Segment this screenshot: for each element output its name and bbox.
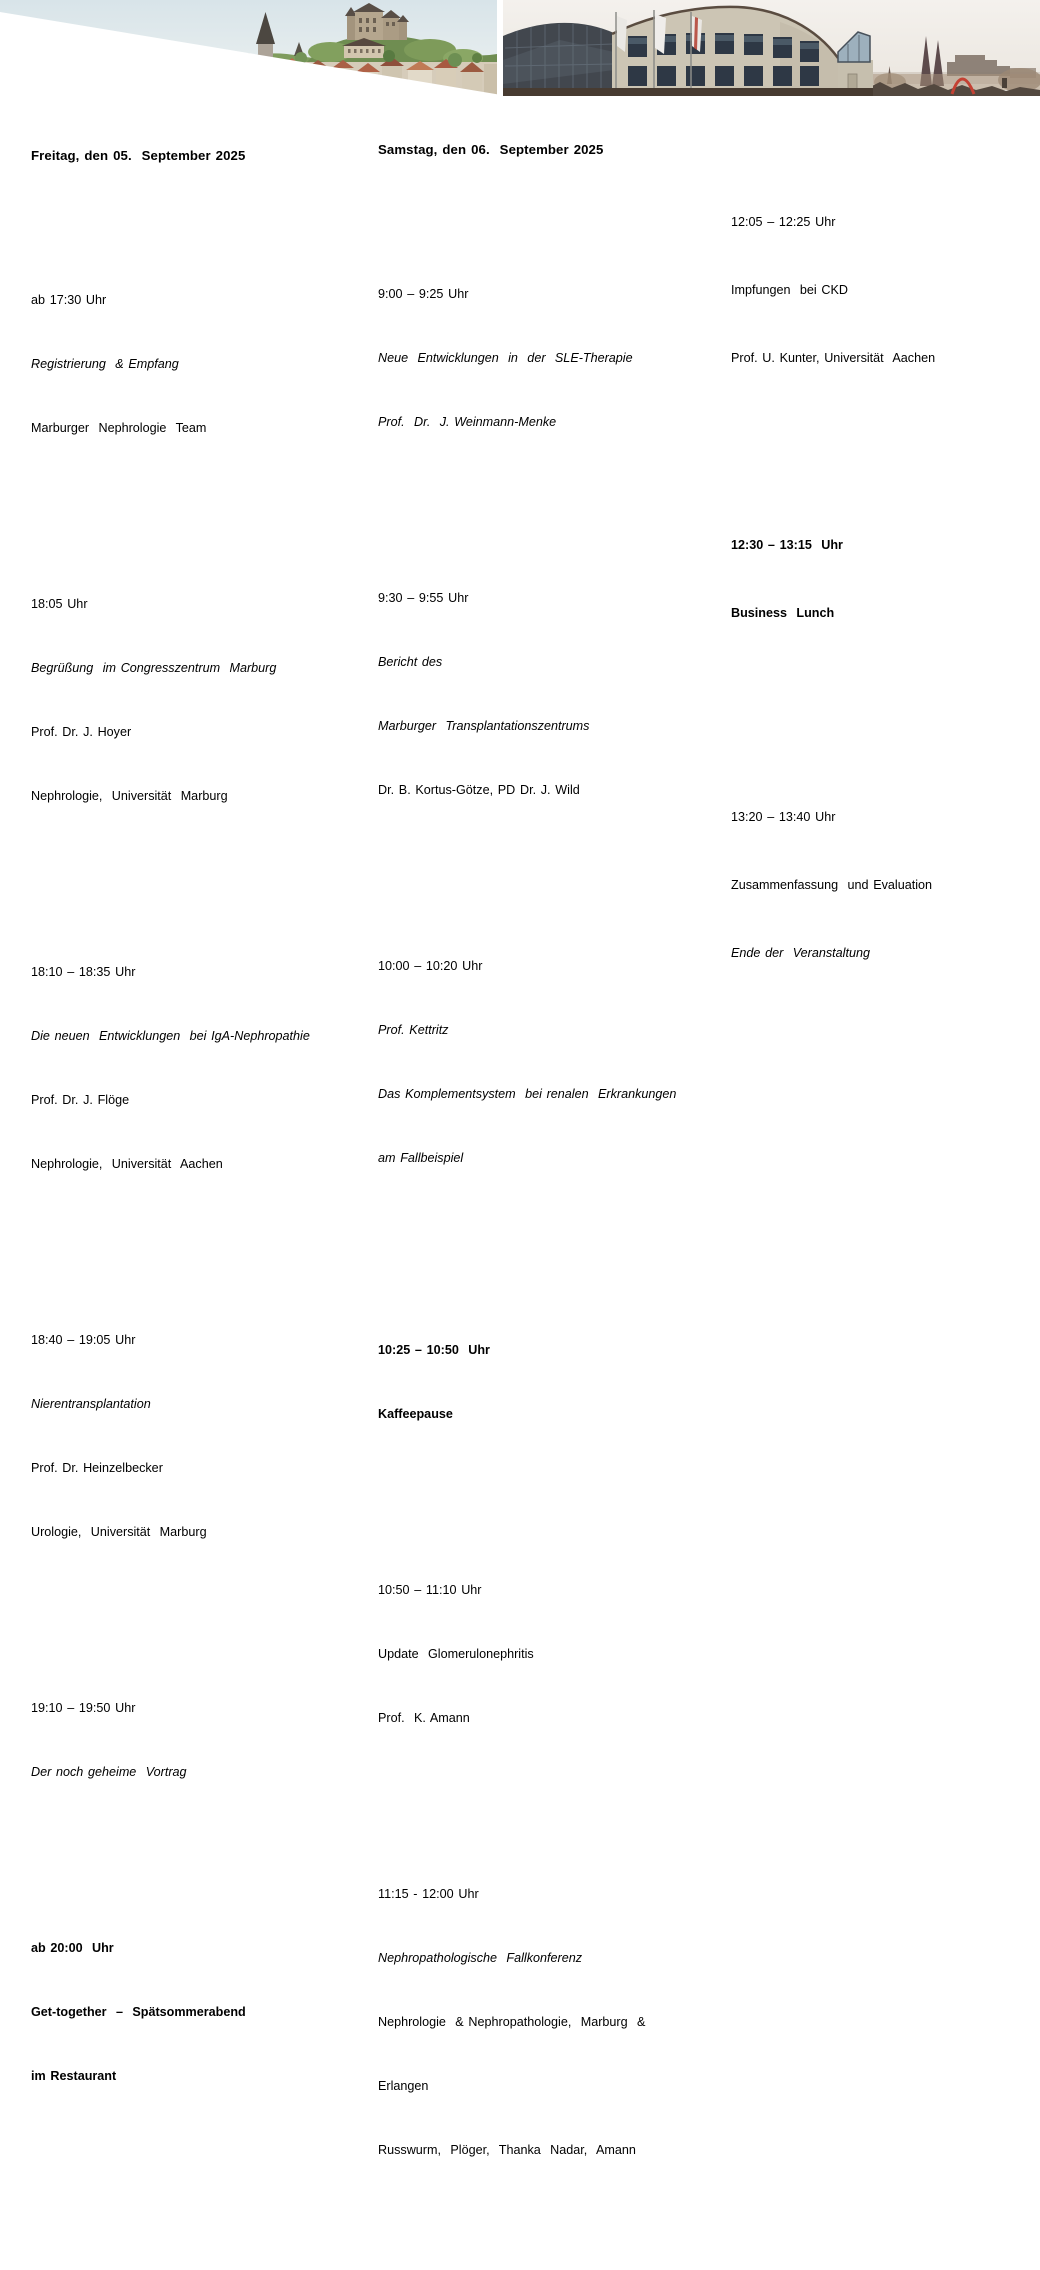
program-line: Prof. Dr. Heinzelbecker — [31, 1461, 163, 1475]
program-line: Neue Entwicklungen in der SLE-Therapie — [378, 351, 633, 365]
program-line: 18:05 Uhr — [31, 597, 88, 611]
program-block — [31, 916, 366, 1220]
day-header-friday: Freitag, den 05. September 2025 — [31, 148, 246, 163]
program-line: Der noch geheime Vortrag — [31, 1765, 187, 1779]
program-block — [31, 1284, 366, 1588]
program-line: 10:50 – 11:10 Uhr — [378, 1583, 482, 1597]
program-line: Registrierung & Empfang — [31, 357, 179, 371]
program-block — [31, 548, 366, 852]
program-block — [31, 1652, 366, 1828]
program-block — [731, 163, 1036, 418]
program-line: Nierentransplantation — [31, 1397, 151, 1411]
program-block — [731, 486, 1036, 673]
program-block — [378, 1838, 713, 2206]
program-line: Zusammenfassung und Evaluation — [731, 878, 933, 892]
program-line: 13:20 – 13:40 Uhr — [731, 810, 836, 824]
program-block — [378, 1294, 713, 1470]
program-line: Nephrologie, Universität Aachen — [31, 1157, 223, 1171]
program-line: Get-together – Spätsommerabend — [31, 2005, 246, 2019]
program-line: Begrüßung im Congresszentrum Marburg — [31, 661, 277, 675]
program-line: Dr. B. Kortus-Götze, PD Dr. J. Wild — [378, 783, 580, 797]
program-line: im Restaurant — [31, 2069, 117, 2083]
program-block — [31, 244, 366, 484]
program-line: Russwurm, Plöger, Thanka Nadar, Amann — [378, 2143, 636, 2157]
program-block — [731, 758, 1036, 1013]
program-line: Impfungen bei CKD — [731, 283, 849, 297]
program-block — [378, 542, 713, 846]
program-line: Nephrologie, Universität Marburg — [31, 789, 228, 803]
program-line: Prof. Dr. J. Hoyer — [31, 725, 132, 739]
program-line: Kaffeepause — [378, 1407, 453, 1421]
program-line: Marburger Transplantationszentrums — [378, 719, 590, 733]
schedule-column-saturday-continued — [731, 112, 1036, 1081]
program-line: Die neuen Entwicklungen bei IgA-Nephropathie — [31, 1029, 310, 1043]
program-line: 10:00 – 10:20 Uhr — [378, 959, 483, 973]
congress-building-photo — [503, 0, 1040, 96]
program-line: Nephropathologische Fallkonferenz — [378, 1951, 583, 1965]
program-line: 10:25 – 10:50 Uhr — [378, 1343, 490, 1357]
program-line: ab 17:30 Uhr — [31, 293, 107, 307]
program-line: ab 20:00 Uhr — [31, 1941, 114, 1955]
program-line: Marburger Nephrologie Team — [31, 421, 207, 435]
program-line: Das Komplementsystem bei renalen Erkrankungen — [378, 1087, 677, 1101]
banner-graphic — [0, 0, 1040, 96]
schedule-column-saturday — [378, 110, 713, 2270]
program-block — [378, 910, 713, 1214]
program-line: 18:40 – 19:05 Uhr — [31, 1333, 136, 1347]
program-line: 9:30 – 9:55 Uhr — [378, 591, 469, 605]
program-line: Urologie, Universität Marburg — [31, 1525, 207, 1539]
program-block — [378, 238, 713, 478]
program-block — [31, 1892, 366, 2132]
program-line: Erlangen — [378, 2079, 429, 2093]
day-header-saturday: Samstag, den 06. September 2025 — [378, 142, 604, 157]
program-line: 19:10 – 19:50 Uhr — [31, 1701, 136, 1715]
program-line: 12:30 – 13:15 Uhr — [731, 538, 843, 552]
program-line: Bericht des — [378, 655, 443, 669]
program-line: 9:00 – 9:25 Uhr — [378, 287, 469, 301]
program-line: Business Lunch — [731, 606, 835, 620]
program-line: Prof. U. Kunter, Universität Aachen — [731, 351, 936, 365]
program-block — [378, 1534, 713, 1774]
program-line: Update Glomerulonephritis — [378, 1647, 534, 1661]
program-line: Prof. Dr. J. Flöge — [31, 1093, 130, 1107]
program-line: Prof. Dr. J. Weinmann-Menke — [378, 415, 557, 429]
program-line: am Fallbeispiel — [378, 1151, 464, 1165]
program-line: 18:10 – 18:35 Uhr — [31, 965, 136, 979]
program-line: Prof. K. Amann — [378, 1711, 470, 1725]
banner — [0, 0, 1040, 96]
program-line: Prof. Kettritz — [378, 1023, 449, 1037]
schedule-column-friday — [31, 116, 366, 2196]
program-line: 11:15 - 12:00 Uhr — [378, 1887, 479, 1901]
program-line: 12:05 – 12:25 Uhr — [731, 215, 836, 229]
marburg-panorama-photo — [0, 0, 520, 98]
program-line: Ende der Veranstaltung — [731, 946, 870, 960]
program-line: Nephrologie & Nephropathologie, Marburg & — [378, 2015, 646, 2029]
